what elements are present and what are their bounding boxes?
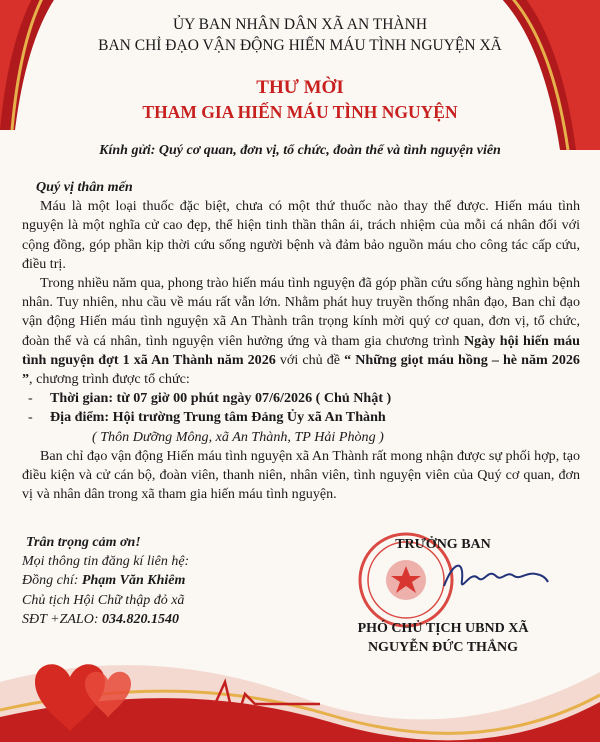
event-address: ( Thôn Dưỡng Mông, xã An Thành, TP Hải Phòng ) (92, 428, 384, 445)
contact-phone-number: 034.820.1540 (102, 611, 179, 627)
paragraph-2-text-a: Trong nhiều năm qua, phong trào hiến máu tình nguyện đã góp phần cứu sống hàng nghìn bệnh nhân. Tuy nhiên, nhu cầu về máu rất vẫn lớn. Nhằm phát huy truyền thống nhân đạo, Ban chỉ đạo vận động Hiến máu tình nguyện xã An Thành trân trọng kính mời quý cơ quan, đơn vị, tổ chức, đoàn thể và cá nhân, tình nguyện viên hưởng ứng và tham gia chương trình (22, 275, 580, 349)
letter-title: THƯ MỜI (256, 77, 344, 98)
thanks-line: Trân trọng cảm ơn! (26, 535, 141, 550)
event-time: - Thời gian: từ 07 giờ 00 phút ngày 07/6/2026 ( Chủ Nhật ) (28, 390, 392, 407)
contact-phone (22, 610, 189, 629)
contact-phone-label: SĐT +ZALO: (22, 611, 102, 627)
paragraph-1: Máu là một loại thuốc đặc biệt, chưa có một thứ thuốc nào thay thế được. Hiến máu tình nguyện là một nghĩa cử cao đẹp, thể hiện tinh thần thân ái, trách nhiệm của mỗi cá nhân đối với cộng đồng, góp phần kịp thời cứu sống người bệnh và đảm bảo nguồn máu cho công tác cấp cứu, điều trị. (22, 198, 580, 272)
letter-body (22, 178, 580, 504)
paragraph-2-text-b: với chủ đề (275, 351, 345, 368)
contact-info-label: Mọi thông tin đăng kí liên hệ: (22, 554, 190, 570)
event-name: Ngày hội hiến máu tình nguyện đợt 1 xã An Thành năm 2026 (22, 332, 580, 368)
handwritten-signature (440, 550, 550, 600)
event-theme: “ Những giọt máu hồng – hè năm 2026 ” (22, 351, 580, 388)
contact-block (22, 533, 189, 629)
contact-person-label: Đồng chí: (22, 573, 82, 589)
contact-person (22, 571, 189, 590)
signer-title: TRƯỞNG BAN (395, 537, 491, 552)
issuer-line-2: BAN CHỈ ĐẠO VẬN ĐỘNG HIẾN MÁU TÌNH NGUYỆN XÃ (98, 37, 502, 54)
event-place-text: Địa điểm: Hội trường Trung tâm Đảng Ủy xã An Thành (50, 409, 386, 426)
paragraph-2-text-c: , chương trình được tổ chức: (29, 371, 190, 388)
contact-person-name: Phạm Văn Khiêm (81, 573, 186, 589)
event-place: - Địa điểm: Hội trường Trung tâm Đảng Ủy xã An Thành (28, 409, 386, 426)
signer-position: PHÓ CHỦ TỊCH UBND XÃ (357, 621, 529, 636)
letter-subtitle: THAM GIA HIẾN MÁU TÌNH NGUYỆN (142, 102, 458, 122)
paragraph-2 (22, 274, 580, 389)
signer-name: NGUYỄN ĐỨC THẮNG (367, 640, 519, 655)
contact-person-role: Chủ tịch Hội Chữ thập đỏ xã (22, 592, 185, 608)
recipient-greeting: Kính gửi: Quý cơ quan, đơn vị, tổ chức, đoàn thể và tình nguyện viên (99, 143, 501, 158)
issuer-line-1: ỦY BAN NHÂN DÂN XÃ AN THÀNH (172, 16, 428, 33)
event-time-text: Thời gian: từ 07 giờ 00 phút ngày 07/6/2026 ( Chủ Nhật ) (50, 390, 392, 407)
salutation: Quý vị thân mến (36, 179, 133, 195)
paragraph-3: Ban chỉ đạo vận động Hiến máu tình nguyện xã An Thành rất mong nhận được sự phối hợp, tạo điều kiện và cử cán bộ, đoàn viên, thanh niên, nhân viên, tình nguyện viên của Quý cơ quan, đơn vị và nhân dân trong xã tham gia hiến máu tình nguyện. (22, 447, 580, 503)
